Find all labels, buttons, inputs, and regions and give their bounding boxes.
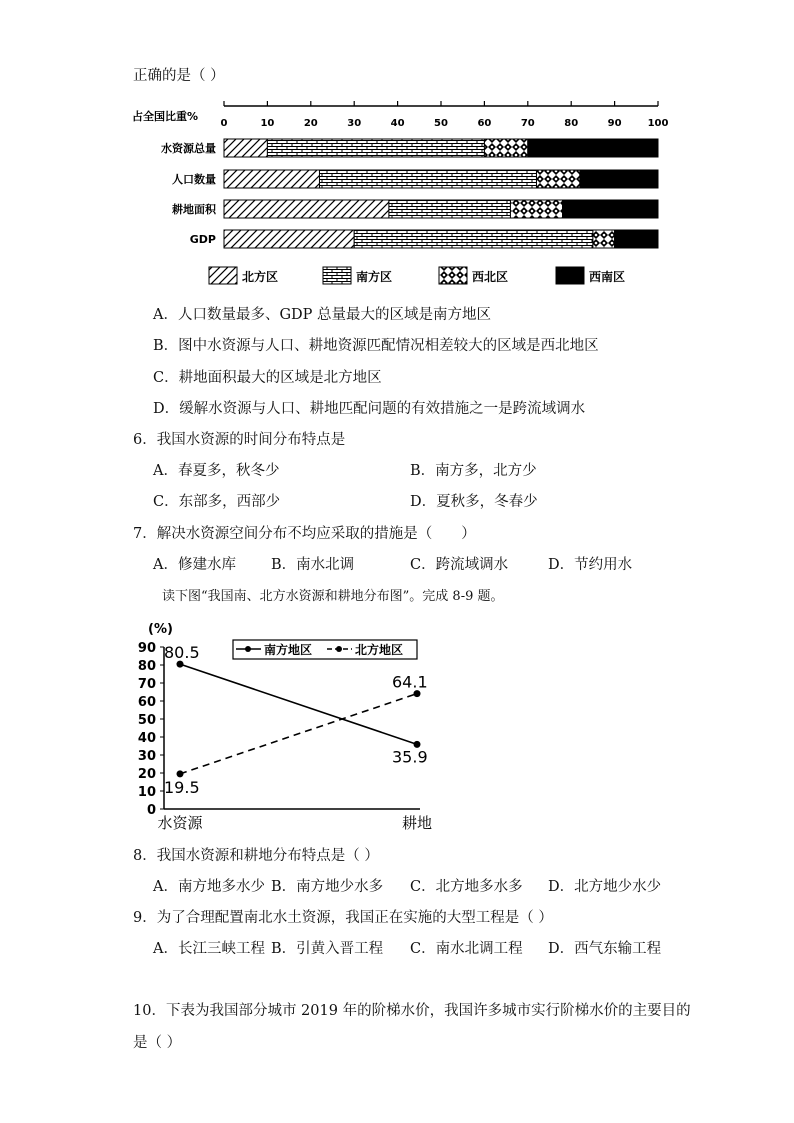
bar-row-label: GDP	[189, 233, 216, 246]
bar-segment	[510, 200, 562, 218]
bar-row-label: 耕地面积	[172, 203, 216, 216]
line-data-label: 64.1	[392, 672, 428, 692]
bar-segment	[224, 200, 389, 218]
q7-option-b[interactable]: B．南水北调	[271, 557, 355, 573]
bar-row-label: 人口数量	[172, 173, 216, 186]
bar-legend-label: 北方区	[242, 270, 279, 284]
q5-option-b[interactable]: B．图中水资源与人口、耕地资源匹配情况相差较大的区域是西北地区	[153, 338, 599, 354]
bar-segment	[563, 200, 658, 218]
line-legend-label: 北方地区	[355, 643, 404, 657]
q5-option-c[interactable]: C．耕地面积最大的区域是北方地区	[153, 370, 382, 386]
bar-tick-label: 90	[607, 118, 622, 129]
line-legend-marker	[336, 646, 342, 652]
line-point	[177, 770, 184, 777]
q6-option-b[interactable]: B．南方多，北方少	[410, 463, 537, 479]
intro-8-9: 读下图“我国南、北方水资源和耕地分布图”。完成 8-9 题。	[162, 589, 504, 604]
bar-legend-swatch	[556, 267, 584, 284]
bar-legend-label: 南方区	[356, 270, 393, 284]
q7-option-d[interactable]: D．节约用水	[548, 557, 633, 573]
q5-stem: 正确的是（ ）	[133, 68, 225, 84]
q6-option-c[interactable]: C．东部多，西部少	[153, 494, 281, 510]
bar-tick-label: 10	[260, 118, 275, 129]
bar-tick-label: 60	[477, 118, 492, 129]
q5-option-d[interactable]: D．缓解水资源与人口、耕地匹配问题的有效措施之一是跨流域调水	[153, 401, 586, 417]
bar-legend-swatch	[209, 267, 237, 284]
q8-option-c[interactable]: C．北方地多水多	[410, 879, 523, 895]
q8-option-d[interactable]: D．北方地少水少	[548, 879, 662, 895]
q9-stem: 9．为了合理配置南北水土资源，我国正在实施的大型工程是（ ）	[133, 910, 553, 926]
bar-segment	[615, 230, 658, 248]
bar-tick-label: 100	[647, 118, 669, 129]
bar-axis-title: 占全国比重%	[132, 110, 199, 123]
bar-tick-label: 30	[347, 118, 362, 129]
line-data-label: 35.9	[392, 747, 428, 767]
bar-tick-label: 70	[520, 118, 535, 129]
line-y-tick-label: 80	[137, 659, 156, 674]
line-category-label: 耕地	[401, 814, 433, 832]
q5-option-a[interactable]: A．人口数量最多、GDP 总量最大的区域是南方地区	[153, 307, 492, 323]
line-y-tick-label: 40	[137, 731, 156, 746]
line-series-south	[180, 664, 417, 744]
q9-option-c[interactable]: C．南水北调工程	[410, 941, 523, 957]
line-category-label: 水资源	[157, 814, 203, 832]
line-y-tick-label: 20	[137, 767, 156, 782]
bar-segment	[389, 200, 511, 218]
bar-segment	[267, 139, 484, 157]
q8-option-a[interactable]: A．南方地多水少	[153, 879, 265, 895]
q9-option-d[interactable]: D．西气东输工程	[548, 941, 662, 957]
q7-option-a[interactable]: A．修建水库	[153, 557, 236, 573]
q10-stem-line1: 10．下表为我国部分城市 2019 年的阶梯水价，我国许多城市实行阶梯水价的主要目的	[133, 1003, 691, 1019]
bar-tick-label: 40	[390, 118, 405, 129]
bar-row-label: 水资源总量	[161, 142, 216, 155]
bar-segment	[536, 170, 579, 188]
bar-segment	[224, 139, 267, 157]
bar-segment	[593, 230, 615, 248]
q6-stem: 6．我国水资源的时间分布特点是	[133, 432, 346, 448]
line-y-tick-label: 50	[137, 713, 156, 728]
line-y-tick-label: 90	[137, 641, 156, 656]
q9-option-b[interactable]: B．引黄入晋工程	[271, 941, 384, 957]
bar-segment	[528, 139, 658, 157]
line-series-north	[180, 694, 417, 774]
line-y-tick-label: 60	[137, 695, 156, 710]
bar-tick-label: 80	[564, 118, 579, 129]
q8-stem: 8．我国水资源和耕地分布特点是（ ）	[133, 848, 379, 864]
bar-legend-swatch	[323, 267, 351, 284]
q7-stem: 7．解决水资源空间分布不均应采取的措施是（ ）	[133, 526, 476, 542]
water-farmland-line-chart	[130, 613, 450, 838]
line-y-tick-label: 70	[137, 677, 156, 692]
line-y-tick-label: 30	[137, 749, 156, 764]
bar-tick-label: 20	[303, 118, 318, 129]
bar-segment	[484, 139, 527, 157]
bar-segment	[224, 170, 319, 188]
bar-segment	[224, 230, 354, 248]
q9-option-a[interactable]: A．长江三峡工程	[153, 941, 265, 957]
q6-option-a[interactable]: A．春夏多，秋冬少	[153, 463, 280, 479]
q7-option-c[interactable]: C．跨流域调水	[410, 557, 509, 573]
line-legend-marker	[245, 646, 251, 652]
bar-segment	[354, 230, 593, 248]
line-legend-label: 南方地区	[264, 643, 313, 657]
line-data-label: 19.5	[164, 777, 200, 797]
q6-option-d[interactable]: D．夏秋多，冬春少	[410, 494, 538, 510]
bar-tick-label: 0	[220, 118, 228, 129]
bar-tick-label: 50	[434, 118, 448, 129]
line-y-tick-label: 0	[146, 803, 156, 818]
q10-stem-line2: 是（ ）	[133, 1035, 182, 1051]
q8-option-b[interactable]: B．南方地少水多	[271, 879, 384, 895]
line-unit-label: (%)	[148, 622, 173, 637]
bar-legend-label: 西南区	[589, 270, 626, 284]
bar-legend-label: 西北区	[472, 270, 509, 284]
bar-segment	[580, 170, 658, 188]
line-data-label: 80.5	[164, 643, 200, 663]
bar-legend-swatch	[439, 267, 467, 284]
bar-segment	[319, 170, 536, 188]
line-y-tick-label: 10	[137, 785, 156, 800]
